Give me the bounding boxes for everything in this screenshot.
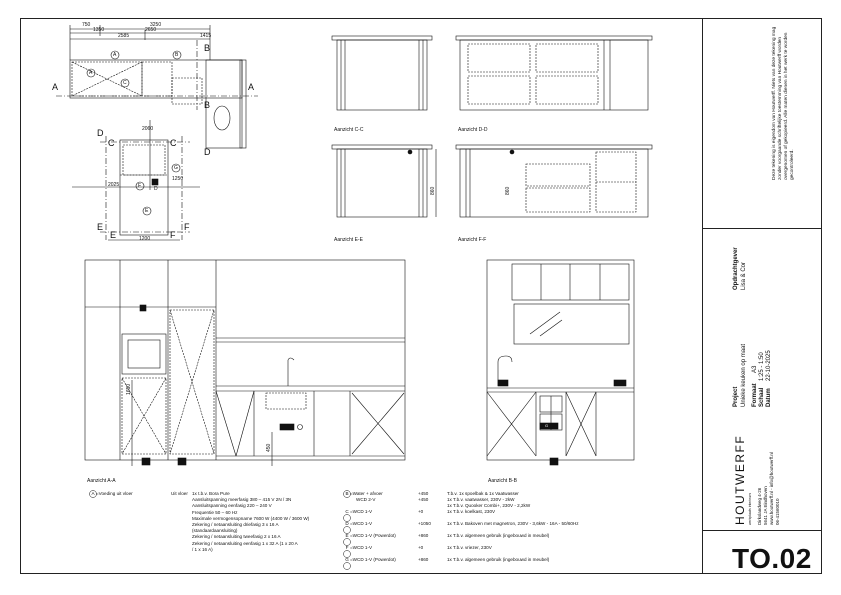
dim-label: 860	[505, 186, 511, 195]
date-value: 22-10-2025	[766, 350, 772, 381]
plan-mark: A	[89, 70, 93, 76]
legend-line: (standaardaansluiting)	[192, 528, 238, 534]
section-letter: A	[248, 82, 255, 92]
floor-plan	[56, 25, 258, 240]
legend-line: 1x T.b.v. koelkast, 230V	[447, 509, 496, 515]
elevation-dd	[456, 36, 652, 110]
legend-col3	[192, 491, 309, 553]
legend-mark: D	[345, 520, 349, 526]
client-label: Opdrachtgever	[733, 247, 739, 290]
plan-dim: 1250	[172, 176, 184, 182]
contact-line: www.houtwerff.nl - info@houtwerff.nl	[769, 452, 774, 525]
elevation-ff	[456, 145, 652, 217]
phone-line: 06-41560010	[775, 498, 780, 525]
plan-dim: 3250	[150, 22, 162, 28]
format-value: A3	[752, 365, 758, 373]
dim-label: 450	[266, 443, 272, 452]
section-letter: A	[52, 82, 59, 92]
legend-text: =Water + afvoer	[350, 491, 383, 496]
legend-line: Aansluitspanning eenfasig 220 – 240 V	[192, 503, 272, 509]
brand-tagline: werkplaats interieurs	[748, 492, 752, 525]
plan-mark: A	[113, 52, 117, 58]
drawing-code: TO.02	[732, 543, 812, 574]
legend-height: +0	[418, 544, 424, 550]
dim-label: 1650	[126, 383, 132, 395]
elevation-bb	[487, 260, 634, 465]
legend-text: WCD 2-V	[356, 497, 376, 503]
address-line: 5641 JA Eindhoven	[763, 486, 768, 525]
legend-line: 1x T.b.v. Quooker Combi+, 230V - 2,2kW	[447, 503, 531, 509]
legend-mark: B	[345, 491, 349, 496]
legend-line: 1x T.b.v. vaatwasser, 230V - 2kW	[447, 497, 515, 503]
legend-line: Zekering / netaansluiting eenfasig 1 x 32 A (1 x 20 A	[192, 540, 298, 546]
project-label: Project	[733, 386, 739, 407]
address-line: Dirkslandweg 4-26	[757, 487, 762, 525]
plan-dim: 2585	[118, 33, 130, 39]
legend-height: +450	[418, 491, 429, 496]
legend-mark: C	[345, 508, 349, 514]
section-letter: C	[170, 138, 177, 148]
legend-mark: F	[345, 544, 349, 550]
legend-line: Zekering / netaansluiting driefasig 3 x 16 A	[192, 522, 279, 528]
dim-label: 860	[430, 186, 436, 195]
legend-line: 1x t.b.v. Bora Pure	[192, 491, 230, 496]
section-letter: B	[204, 43, 211, 53]
legend-text: =WCD 1-V	[350, 544, 373, 550]
section-letter: C	[108, 138, 115, 148]
legend-height: +860	[418, 556, 429, 562]
section-letter: F	[184, 222, 190, 232]
legend-line: 1x T.b.v. vriezer, 230V	[447, 545, 492, 551]
legend-line: Maximale vermogensopname 7600 W (4400 W / 3600 W)	[192, 515, 310, 521]
date-label: Datum	[766, 388, 772, 407]
legend-height: +1050	[418, 520, 431, 526]
section-letter: B	[204, 100, 211, 110]
legend-text: =WCD 1-V	[350, 508, 373, 514]
legend-height: +860	[418, 532, 429, 538]
legend-mark: E	[345, 532, 349, 538]
view-caption: Aanzicht F-F	[458, 237, 487, 243]
section-letter: E	[110, 230, 117, 240]
plan-dim: 2060	[142, 126, 154, 132]
legend-mark: A	[91, 491, 95, 496]
view-caption: Aanzicht B-B	[488, 478, 517, 484]
plan-mark: D	[154, 186, 158, 192]
plan-mark: C	[123, 80, 127, 86]
legend-line: T.b.v. 1x spoelbak & 1x Vaatwasser	[447, 491, 519, 496]
plan-mark: E	[145, 208, 149, 214]
scale-label: Schaal	[759, 387, 765, 407]
elevation-aa	[85, 260, 405, 466]
plan-dim: 1415	[200, 33, 212, 39]
plan-mark: B	[175, 52, 179, 58]
legend-col1	[90, 491, 133, 497]
view-caption: Aanzicht C-C	[334, 127, 364, 133]
plan-mark: F	[138, 183, 142, 189]
legend-col6	[447, 491, 579, 569]
client-name: Lisa & Cor	[741, 261, 747, 290]
elevation-cc	[332, 36, 432, 110]
legend-line: 1x T.b.v. algemeen gebruik (ingebouwd in meubel)	[447, 533, 550, 539]
legend-line: / 1 x 16 A)	[192, 546, 213, 552]
project-name: Unieke keuken op maat	[741, 343, 747, 407]
section-letter: D	[97, 128, 104, 138]
legend-line: Aansluitspanning meerfasig 380 – 415 V 2N / 3N	[192, 497, 292, 503]
brand-logo: HOUTWERFF	[733, 434, 747, 525]
plan-dim: 2650	[145, 27, 157, 33]
legend-height: +0	[418, 508, 424, 514]
legend-mark: G	[345, 556, 349, 562]
legend-line: 1x T.b.v. Bakoven met magnetron, 230V - 3,6kW - 16A - 50/60Hz	[447, 521, 579, 527]
view-caption: Aanzicht D-D	[458, 127, 488, 133]
legend-col5	[418, 491, 431, 569]
view-caption: Aanzicht E-E	[334, 237, 363, 243]
section-letter: D	[204, 147, 211, 157]
disclaimer-text: Deze tekening is eigendom van Houtwerff. Niets van deze tekening mag zonder voorgaande schriftelijke toestemming van Houtwerff worden overgenomen of gekopieerd. Alle maten dienen in het werk te worden gecontroleerd.	[772, 26, 795, 180]
section-letter: E	[97, 222, 104, 232]
legend-col2: Uit vloer	[171, 491, 188, 496]
view-caption: Aanzicht A-A	[87, 478, 116, 484]
format-label: Formaat	[752, 383, 758, 407]
plan-dim: 2025	[108, 182, 120, 188]
socket-label: G	[545, 423, 549, 428]
legend-line: Frequentie 50 – 60 Hz	[192, 509, 238, 515]
plan-dim: 750	[82, 22, 91, 28]
legend-text: =WCD 1-V (Powerdot)	[350, 532, 396, 538]
legend-text: =WCD 1-V (Powerdot)	[350, 556, 396, 562]
legend-text: =WCD 1-V	[350, 520, 373, 526]
legend-line: 1x T.b.v. algemeen gebruik (ingebouwd in meubel)	[447, 557, 550, 563]
section-letter: F	[170, 230, 176, 240]
plan-dim: 1350	[93, 27, 105, 33]
scale-value: 1:25 - 1:50	[759, 352, 765, 381]
plan-mark: G	[174, 165, 178, 171]
legend-line: Zekering / netaansluiting tweefasig 2 x 16 A	[192, 534, 281, 540]
elevation-ee	[332, 145, 436, 217]
legend-height: +450	[418, 497, 429, 503]
plan-dim: 1200	[139, 236, 151, 242]
legend-text: =Voeding uit vloer	[96, 491, 133, 496]
